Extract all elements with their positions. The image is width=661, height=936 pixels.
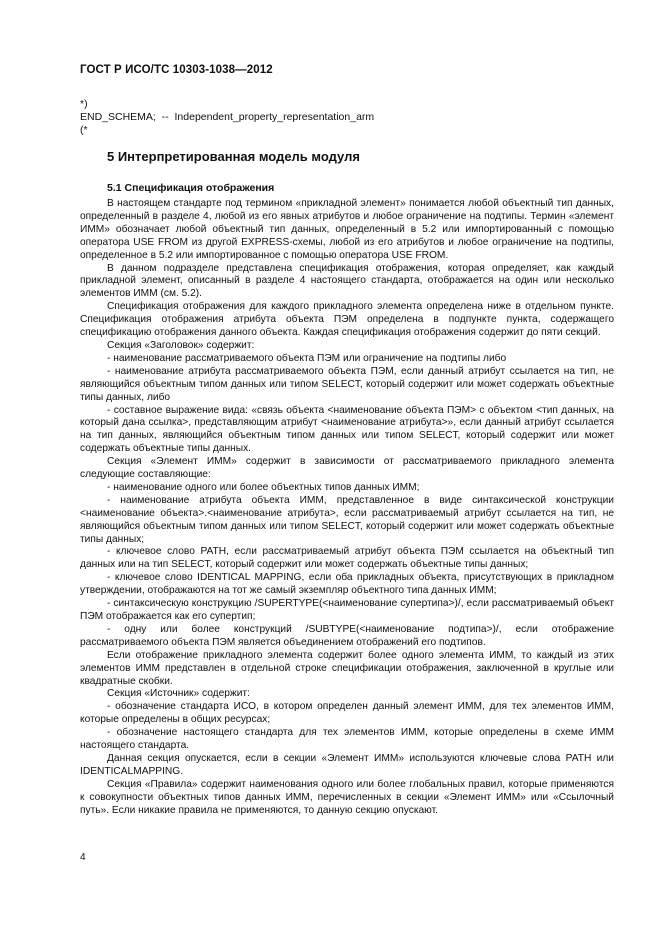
schema-line: END_SCHEMA; -- Independent_property_representation_arm: [80, 111, 375, 123]
list-item: - наименование атрибута рассматриваемого объекта ПЭМ, если данный атрибут ссылается на тип, не являющийся объектным типом данных или типом SELECT, который содержит или может содержать объектные типы данных, либо: [80, 365, 614, 403]
paragraph: Секция «Источник» содержит:: [107, 688, 250, 700]
paragraph: Спецификация отображения для каждого прикладного элемента определена ниже в отдельном пункте. Спецификация отображения атрибута объекта ПЭМ определена в подпункте пункта, содержащего спецификацию отображения данного объекта. Каждая спецификация отображения содержит до пяти секций.: [80, 301, 614, 339]
body-text: [80, 198, 614, 818]
paragraph: В данном подразделе представлена спецификация отображения, которая определяет, как каждый прикладной элемент, описанный в разделе 4 настоящего стандарта, отображается на один или несколько элементов ИММ (см. 5.2).: [80, 262, 614, 300]
paragraph: Секция «Заголовок» содержит:: [107, 339, 255, 351]
paragraph: В настоящем стандарте под термином «прикладной элемент» понимается любой объектный тип данных, определенный в разделе 4, любой из его явных атрибутов и любое ограничение на подтипы. Термин «элемент ИММ» обозначает любой объектный тип данных, определенный в 5.2 или импортированный с помощью оператора USE FROM из другой EXPRESS-схемы, любой из его атрибутов и любое ограничение на подтипы, определенное в 5.2 или импортированное с помощью оператора USE FROM.: [80, 198, 614, 261]
list-item: - наименование рассматриваемого объекта ПЭМ или ограничение на подтипы либо: [107, 352, 507, 364]
document-header: ГОСТ Р ИСО/ТС 10303-1038—2012: [80, 64, 273, 76]
schema-line: *): [80, 98, 88, 110]
list-item: - одну или более конструкций /SUBTYPE(<наименование подтипа>)/, если отображение рассматриваемого объекта ПЭМ является объединением отображений его подтипов.: [80, 623, 614, 648]
section-title: 5 Интерпретированная модель модуля: [107, 149, 360, 164]
list-item: - синтаксическую конструкцию /SUPERTYPE(<наименование супертипа>)/, если рассматриваемый объект ПЭМ отображается как его супертип;: [80, 598, 614, 622]
paragraph: Секция «Элемент ИММ» содержит в зависимости от рассматриваемого прикладного элемента следующие составляющие:: [80, 456, 614, 481]
list-item: - обозначение стандарта ИСО, в котором определен данный элемент ИММ, для тех элементов ИММ, которые определены в общих ресурсах;: [80, 701, 614, 726]
list-item: - составное выражение вида: «связь объекта <наименование объекта ПЭМ> с объектом <тип данных, на который дана ссылка>, представляющим атрибут <наименование атрибута>», если данный атрибут ссылается на тип данных, являющийся объектным типом данных или типом SELECT, который содержит или может содержать объектные типы данных.: [80, 404, 614, 455]
page-number: 4: [80, 852, 86, 863]
list-item: - ключевое слово IDENTICAL MAPPING, если оба прикладных объекта, присутствующих в прикладном утверждении, отображаются на тот же самый экземпляр объектного типа данных ИММ;: [80, 572, 614, 597]
list-item: - обозначение настоящего стандарта для тех элементов ИММ, которые определены в схеме ИММ настоящего стандарта.: [80, 727, 614, 752]
list-item: - наименование одного или более объектных типов данных ИММ;: [107, 481, 420, 493]
subsection-title: 5.1 Спецификация отображения: [107, 182, 275, 194]
schema-line: (*: [80, 124, 88, 136]
express-schema-fragment: [80, 98, 374, 137]
list-item: - наименование атрибута объекта ИММ, представленное в виде синтаксической конструкции <наименование объекта>.<наименование атрибута>, если рассматриваемый атрибут ссылается на тип, не являющийся объектным типом данных или типом SELECT, который содержит или может содержать объектные типы данных;: [80, 494, 614, 545]
paragraph: Секция «Правила» содержит наименования одного или более глобальных правил, которые применяются к совокупности объектных типов данных ИММ, перечисленных в секции «Элемент ИММ» или «Ссылочный путь». Если никакие правила не применяются, то данную секцию опускают.: [80, 778, 614, 816]
paragraph: Если отображение прикладного элемента содержит более одного элемента ИММ, то каждый из этих элементов ИММ представлен в отдельной строке спецификации отображения, заключенной в круглые или квадратные скобки.: [80, 649, 614, 687]
list-item: - ключевое слово PATH, если рассматриваемый атрибут объекта ПЭМ ссылается на объектный тип данных или на тип SELECT, который содержит или может содержать объектные типы данных;: [80, 546, 614, 571]
paragraph: Данная секция опускается, если в секции «Элемент ИММ» используются ключевые слова PATH или IDENTICALMAPPING.: [80, 752, 614, 777]
